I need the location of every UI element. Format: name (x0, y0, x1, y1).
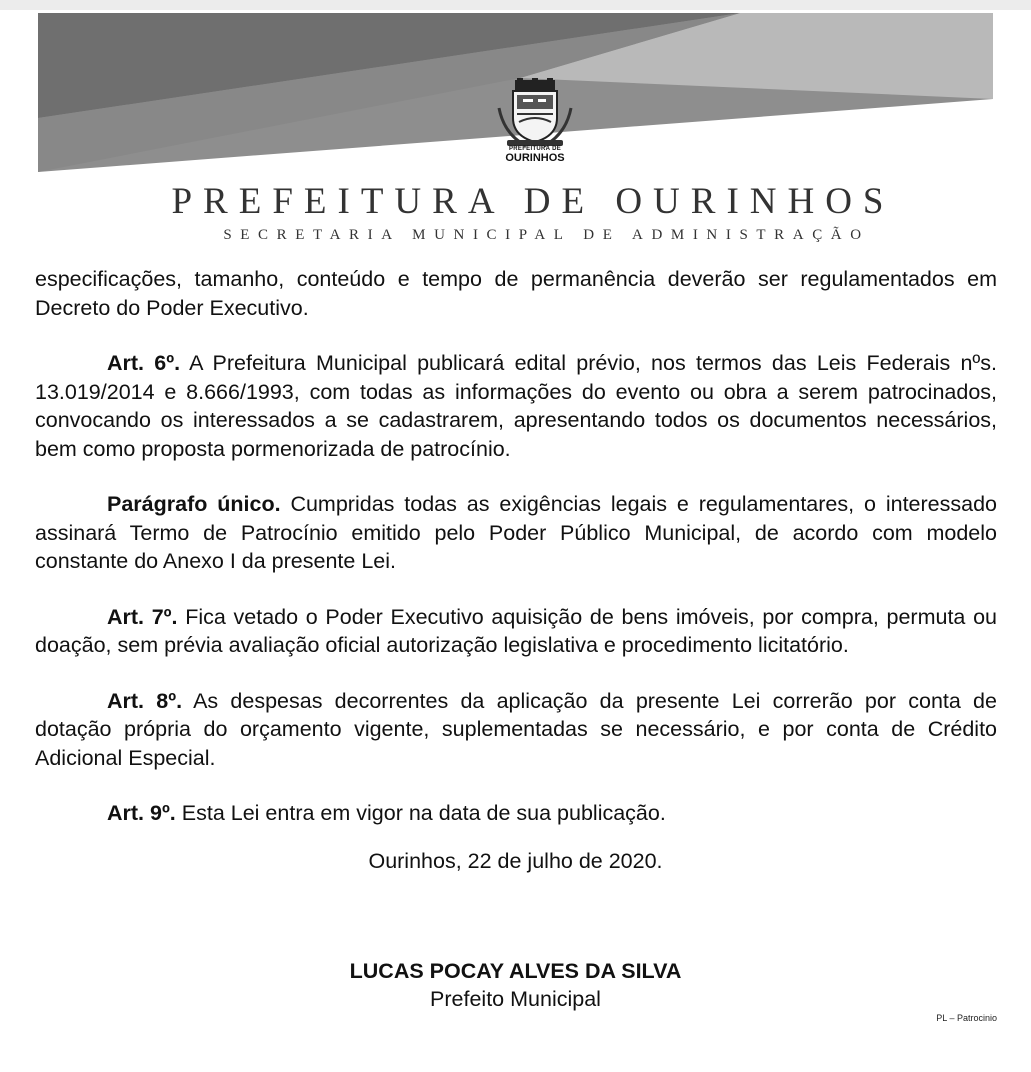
dateline: Ourinhos, 22 de julho de 2020. (368, 849, 663, 873)
paragrafo-unico-text: Cumpridas todas as exigências legais e regulamentares, o interessado assinará Termo de Patrocínio emitido pelo Poder Público Municipal, de acordo com modelo constante do Anexo I da presente Lei. (35, 492, 997, 573)
organization-subtitle: SECRETARIA MUNICIPAL DE ADMINISTRAÇÃO (223, 227, 870, 243)
signer-name: LUCAS POCAY ALVES DA SILVA (349, 959, 682, 983)
article-7-text: Fica vetado o Poder Executivo aquisição de bens imóveis, por compra, permuta ou doação, sem prévia avaliação oficial autorização legislativa e procedimento licitatório. (35, 604, 997, 657)
article-6-label: Art. 6º. (107, 351, 181, 375)
article-9-label: Art. 9º. (107, 801, 176, 825)
organization-title: PREFEITURA DE OURINHOS (171, 181, 895, 222)
article-8-text: As despesas decorrentes da aplicação da presente Lei correrão por conta de dotação própria do orçamento vigente, suplementadas se necessário, e por conta de Crédito Adicional Especial. (35, 688, 997, 770)
document-reference: PL – Patrocinio (936, 1013, 997, 1023)
article-6-text: A Prefeitura Municipal publicará edital prévio, nos termos das Leis Federais nºs. 13.019/2014 e 8.666/1993, com todas as informações do evento ou obra a serem patrocinados, convocando os interessados a se cadastrarem, apresentando todos os documentos necessários, bem como proposta pormenorizada de patrocínio. (35, 351, 997, 461)
article-9 (35, 799, 997, 828)
continuation-paragraph: especificações, tamanho, conteúdo e tempo de permanência deverão ser regulamentados em Decreto do Poder Executivo. (35, 267, 997, 320)
article-7-label: Art. 7º. (107, 604, 178, 629)
crest-caption-big: OURINHOS (505, 152, 565, 164)
paragrafo-unico (35, 490, 997, 576)
document-body (35, 265, 997, 828)
crest-caption-small: PREFEITURA DE (508, 146, 561, 152)
article-8 (35, 687, 997, 773)
signer-role: Prefeito Municipal (430, 987, 601, 1011)
article-6 (35, 349, 997, 463)
paragrafo-unico-label: Parágrafo único. (107, 492, 281, 516)
crest-caption (470, 146, 600, 164)
article-8-label: Art. 8º. (107, 688, 183, 713)
article-7 (35, 603, 997, 660)
article-9-text: Esta Lei entra em vigor na data de sua publicação. (175, 801, 666, 825)
